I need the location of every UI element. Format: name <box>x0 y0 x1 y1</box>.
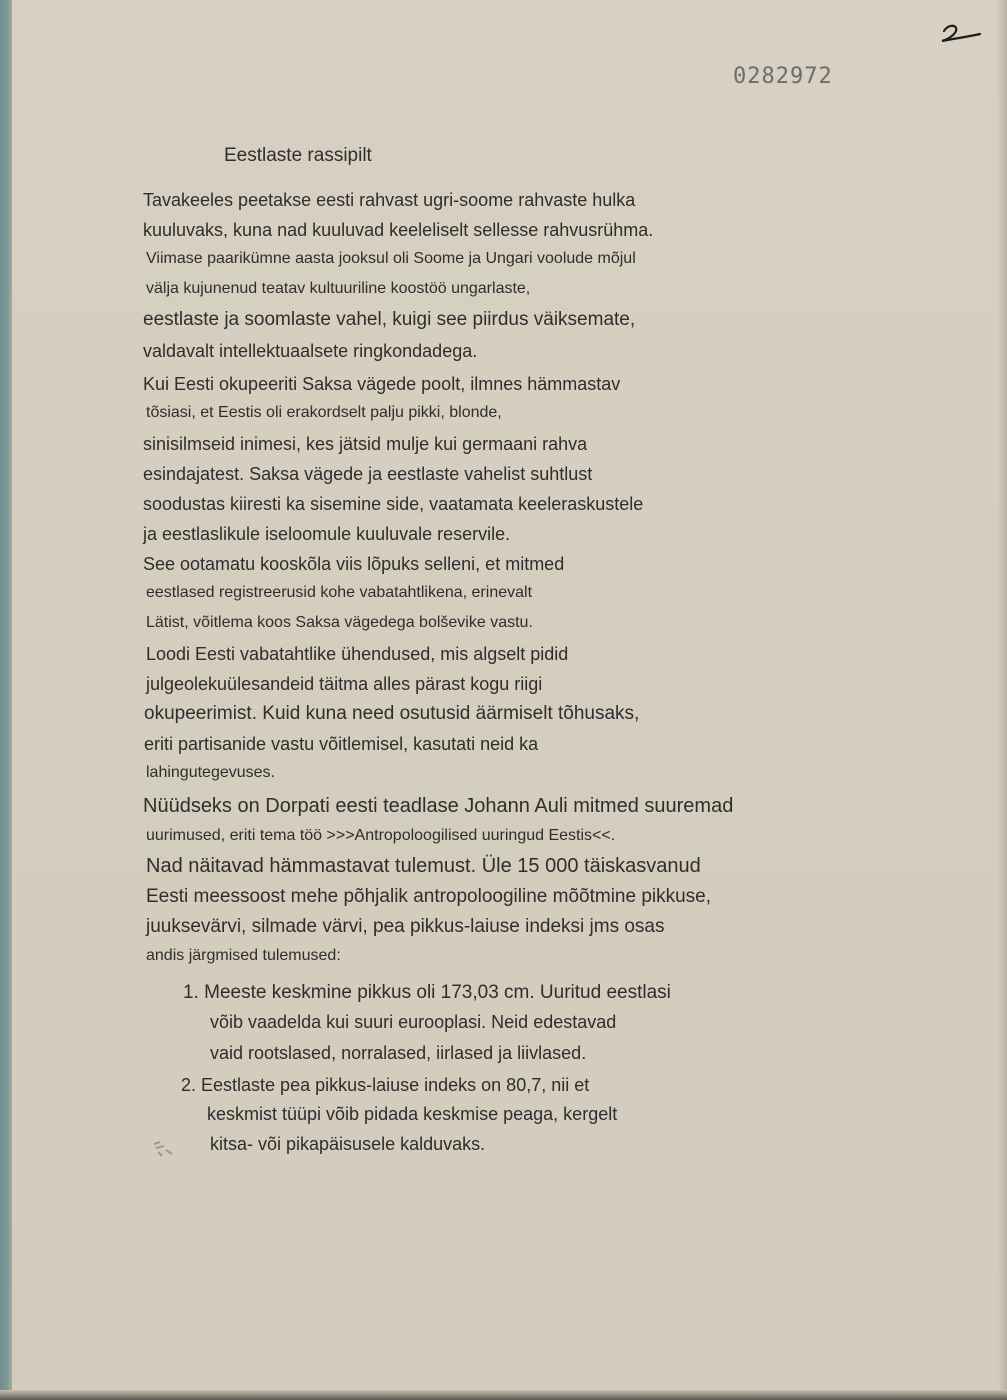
text-line: valdavalt intellektuaalsete ringkondadega. <box>143 341 478 361</box>
page-left-edge <box>0 0 12 1400</box>
page-right-edge <box>998 0 1007 1400</box>
text-line: Kui Eesti okupeeriti Saksa vägede poolt, ilmnes hämmastav <box>143 374 621 394</box>
text-line: Tavakeeles peetakse eesti rahvast ugri-soome rahvaste hulka <box>143 190 636 210</box>
text-line: andis järgmised tulemused: <box>146 947 341 964</box>
text-line: välja kujunenud teatav kultuuriline koostöö ungarlaste, <box>146 280 531 297</box>
text-line: juuksevärvi, silmade värvi, pea pikkus-laiuse indeksi jms osas <box>146 916 665 937</box>
text-line: Eesti meessoost mehe põhjalik antropoloogiline mõõtmine pikkuse, <box>146 886 712 907</box>
text-line: soodustas kiiresti ka sisemine side, vaatamata keeleraskustele <box>143 494 644 514</box>
text-line: tõsiasi, et Eestis oli erakordselt palju pikki, blonde, <box>146 404 502 421</box>
text-line: julgeolekuülesandeid täitma alles pärast kogu riigi <box>146 674 543 694</box>
ink-smudge-icon <box>150 1138 176 1160</box>
text-line: lahingutegevuses. <box>146 764 275 781</box>
text-line: kuuluvaks, kuna nad kuuluvad keeleliselt sellesse rahvusrühma. <box>143 220 654 240</box>
list-item-line: 1. Meeste keskmine pikkus oli 173,03 cm. Uuritud eestlasi <box>183 982 671 1003</box>
text-line: Nüüdseks on Dorpati eesti teadlase Johann Auli mitmed suuremad <box>143 795 734 817</box>
text-line: See ootamatu kooskõla viis lõpuks selleni, et mitmed <box>143 554 565 574</box>
text-line: sinisilmseid inimesi, kes jätsid mulje kui germaani rahva <box>143 434 588 454</box>
text-line: eriti partisanide vastu võitlemisel, kasutati neid ka <box>144 734 539 754</box>
list-item-line: kitsa- või pikapäisusele kalduvaks. <box>210 1134 486 1154</box>
text-line: eestlaste ja soomlaste vahel, kuigi see piirdus väiksemate, <box>143 309 636 330</box>
text-line: eestlased registreerusid kohe vabatahtlikena, erinevalt <box>146 584 533 601</box>
list-item-line: 2. Eestlaste pea pikkus-laiuse indeks on 80,7, nii et <box>181 1075 590 1095</box>
list-item-line: vaid rootslased, norralased, iirlased ja liivlased. <box>210 1043 587 1063</box>
text-line: esindajatest. Saksa vägede ja eestlaste vahelist suhtlust <box>143 464 593 484</box>
handwritten-page-number-icon <box>938 22 982 44</box>
list-item-line: võib vaadelda kui suuri eurooplasi. Neid edestavad <box>210 1012 617 1032</box>
stamp-number: 0282972 <box>733 64 833 89</box>
text-line: Viimase paarikümne aasta jooksul oli Soome ja Ungari voolude mõjul <box>146 250 636 267</box>
list-item-line: keskmist tüüpi võib pidada keskmise peaga, kergelt <box>207 1104 618 1124</box>
text-line: Nad näitavad hämmastavat tulemust. Üle 15 000 täiskasvanud <box>146 855 701 877</box>
page-bottom-edge <box>0 1390 1007 1400</box>
text-line: Loodi Eesti vabatahtlike ühendused, mis algselt pidid <box>146 644 569 664</box>
text-line: okupeerimist. Kuid kuna need osutusid äärmiselt tõhusaks, <box>144 703 640 724</box>
text-line: ja eestlaslikule iseloomule kuuluvale reservile. <box>143 524 511 544</box>
document-title: Eestlaste rassipilt <box>224 145 372 166</box>
text-line: Lätist, võitlema koos Saksa vägedega bolševike vastu. <box>146 614 533 631</box>
text-line: uurimused, eriti tema töö >>>Antropoloogilised uuringud Eestis<<. <box>146 827 616 844</box>
